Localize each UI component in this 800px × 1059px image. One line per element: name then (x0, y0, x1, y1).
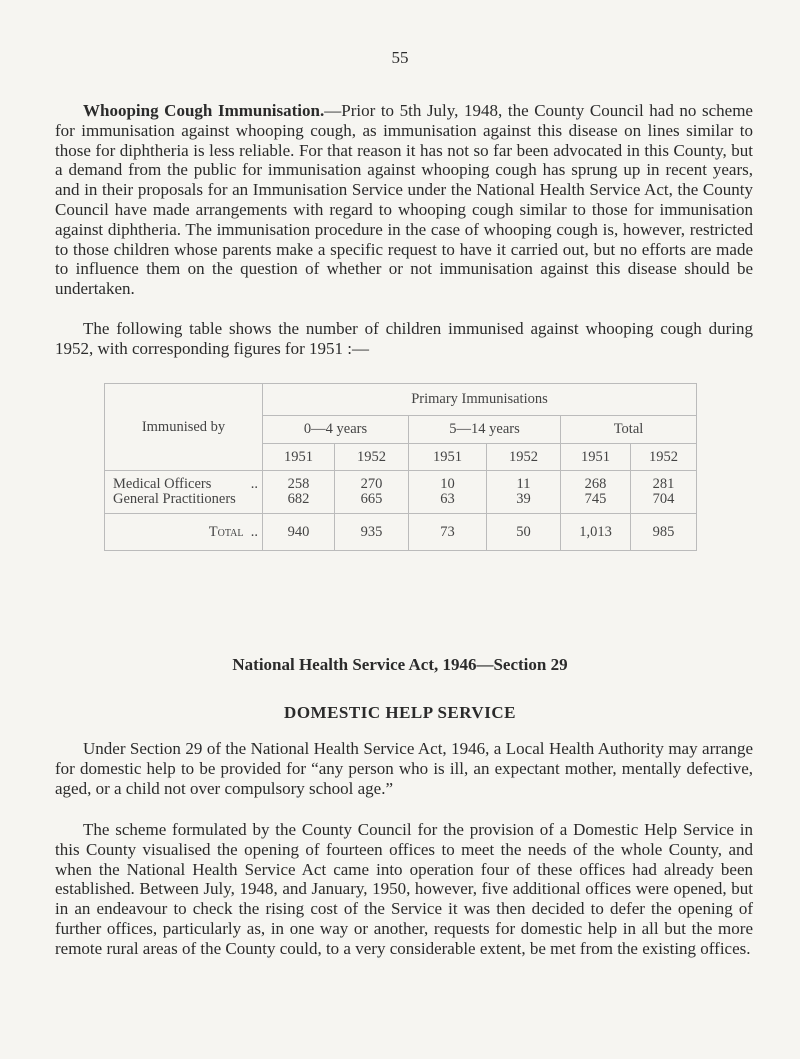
year-header: 1951 (409, 444, 487, 471)
age-group-header: 0—4 years (263, 416, 409, 444)
year-header: 1952 (335, 444, 409, 471)
row-labels (105, 471, 263, 514)
section-heading: National Health Service Act, 1946—Section 29 (232, 655, 568, 674)
total-cell: 73 (409, 514, 487, 551)
row-label: General Practitioners (113, 491, 236, 507)
age-group-header: Total (561, 416, 697, 444)
cell: 268 745 (561, 471, 631, 514)
domestic-help-paragraph-2: The scheme formulated by the County Council for the provision of a Domestic Help Service in this County visualised the opening of fourteen offices to meet the needs of the whole County, and when the National Health Service Act came into operation four of these offices had already been established. Between July, 1948, and January, 1950, however, five additional offices were opened, but in an endeavour to check the rising cost of the Service it was then decided to defer the opening of further offices, particularly as, in one way or another, requests for domestic help in all but the more remote rural areas of the County could, to a very considerable extent, be met from the existing offices. (55, 820, 753, 958)
cell: 11 39 (487, 471, 561, 514)
section-body: —Prior to 5th July, 1948, the County Council had no scheme for immunisation against whooping cough, as immunisation against this disease on lines similar to those for diphtheria is less reliable. For that reason it has not so far been advocated in this County, but a demand from the public for immunisation against whooping cough has sprung up in recent years, and in their proposals for an Immunisation Service under the National Health Service Act, the County Council have made arrangements with regard to whooping cough similar to those for immunisation against diphtheria. The immunisation procedure in the case of whooping cough is, however, restricted to those children whose parents make a specific request to have it carried out, but no efforts are made to influence them on the question of whether or not immunisation against this disease should be undertaken. (55, 101, 753, 299)
total-cell: 1,013 (561, 514, 631, 551)
leader-dots: .. (250, 476, 258, 492)
section-subheading: DOMESTIC HELP SERVICE (284, 703, 516, 722)
age-group-header: 5—14 years (409, 416, 561, 444)
table-intro: The following table shows the number of children immunised against whooping cough during 1952, with corresponding figures for 1951 :— (55, 319, 753, 358)
cell: 258 682 (263, 471, 335, 514)
year-header: 1951 (561, 444, 631, 471)
whooping-cough-paragraph (55, 101, 753, 299)
total-cell: 50 (487, 514, 561, 551)
cell: 10 63 (409, 471, 487, 514)
domestic-help-paragraph-1: Under Section 29 of the National Health Service Act, 1946, a Local Health Authority may arrange for domestic help to be provided for “any person who is ill, an expectant mother, mentally defective, aged, or a child not over compulsory school age.” (55, 739, 753, 798)
row-header: Immunised by (105, 384, 263, 471)
group-header: Primary Immunisations (263, 384, 697, 416)
cell: 270 665 (335, 471, 409, 514)
page-number: 55 (391, 48, 409, 67)
total-label: Total .. (105, 514, 263, 551)
year-header: 1952 (487, 444, 561, 471)
immunisation-table (104, 383, 697, 551)
year-header: 1952 (631, 444, 697, 471)
row-label: Medical Officers (113, 476, 212, 492)
total-cell: 935 (335, 514, 409, 551)
year-header: 1951 (263, 444, 335, 471)
total-cell: 940 (263, 514, 335, 551)
total-cell: 985 (631, 514, 697, 551)
cell: 281 704 (631, 471, 697, 514)
section-lead: Whooping Cough Immunisation. (83, 101, 325, 120)
